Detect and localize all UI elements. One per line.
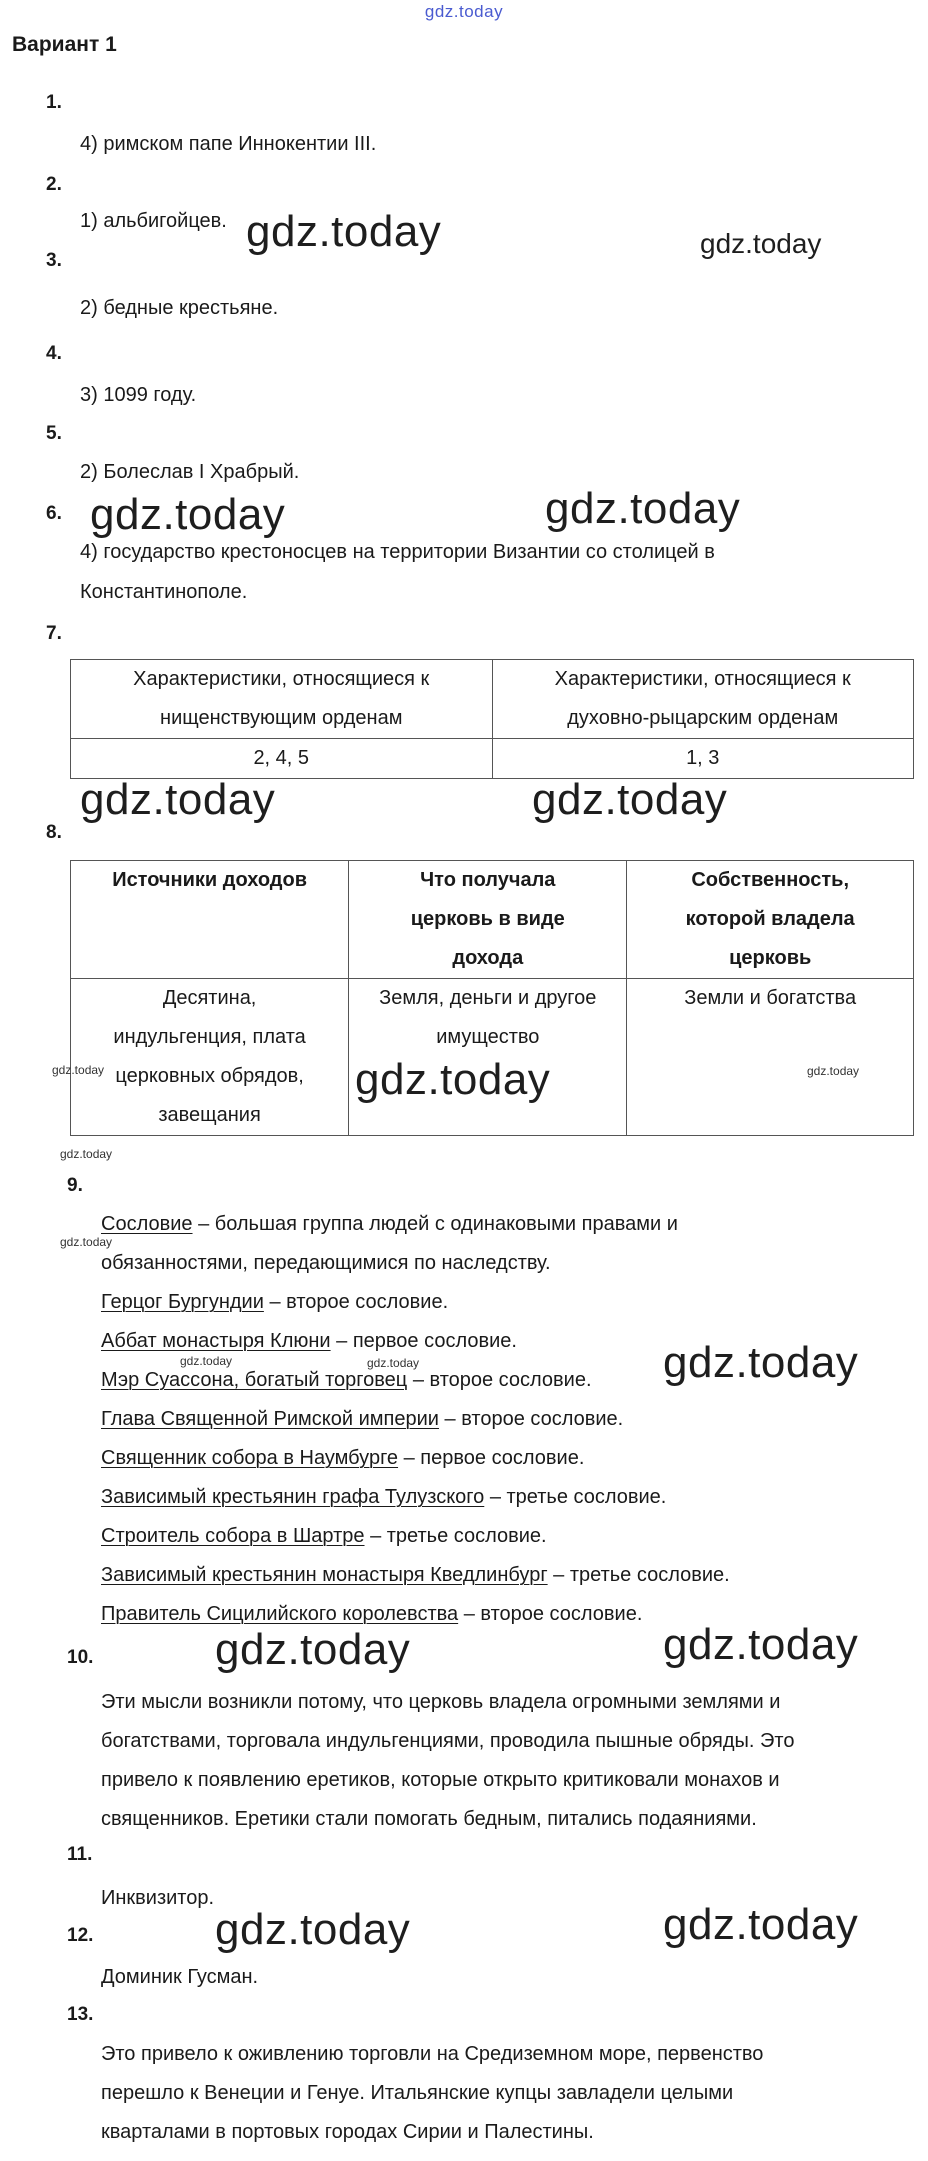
answer-13-line: Это привело к оживлению торговли на Средиземном море, первенство <box>101 2043 764 2065</box>
question-number-5: 5. <box>46 423 62 444</box>
income-header-received: Что получала церковь в виде дохода <box>349 861 627 979</box>
watermark: gdz.today <box>215 1905 411 1954</box>
watermark: gdz.today <box>532 775 728 824</box>
question-number-3: 3. <box>46 250 62 271</box>
estates-row: обязанностями, передающимися по наследству. <box>101 1252 551 1274</box>
question-number-8: 8. <box>46 822 62 843</box>
question-number-12: 12. <box>67 1925 94 1946</box>
question-number-13: 13. <box>67 2004 94 2025</box>
watermark: gdz.today <box>246 207 442 256</box>
answer-10-line: привело к появлению еретиков, которые открыто критиковали монахов и <box>101 1769 780 1791</box>
page-title: Вариант 1 <box>12 33 117 56</box>
watermark: gdz.today <box>80 775 276 824</box>
question-number-1: 1. <box>46 92 62 113</box>
question-number-4: 4. <box>46 343 62 364</box>
estates-row: Мэр Суассона, богатый торговец – второе сословие. <box>101 1369 592 1391</box>
estates-row: Зависимый крестьянин графа Тулузского – третье сословие. <box>101 1486 667 1508</box>
watermark: gdz.today <box>52 1063 105 1077</box>
estates-list <box>101 1205 901 1634</box>
question-number-7: 7. <box>46 623 62 644</box>
answer-5: 2) Болеслав I Храбрый. <box>80 461 300 483</box>
watermark: gdz.today <box>367 1356 420 1370</box>
estates-row: Сословие – большая группа людей с одинаковыми правами и <box>101 1213 678 1235</box>
answer-13 <box>101 2035 921 2152</box>
question-number-11: 11. <box>67 1844 93 1865</box>
income-cell-received: Земля, деньги и другое имущество <box>349 979 627 1136</box>
watermark: gdz.today <box>663 1900 859 1949</box>
watermark: gdz.today <box>663 1620 859 1669</box>
answer-11: Инквизитор. <box>101 1887 215 1909</box>
watermark: gdz.today <box>90 490 286 539</box>
watermark: gdz.today <box>215 1625 411 1674</box>
watermark: gdz.today <box>807 1064 860 1078</box>
income-cell-property: Земли и богатства <box>627 979 914 1136</box>
estates-row: Строитель собора в Шартре – третье сословие. <box>101 1525 547 1547</box>
estates-row: Священник собора в Наумбурге – первое сословие. <box>101 1447 585 1469</box>
question-number-10: 10. <box>67 1647 94 1668</box>
header-watermark[interactable]: gdz.today <box>424 2 504 21</box>
answer-4: 3) 1099 году. <box>80 384 197 406</box>
answer-3: 2) бедные крестьяне. <box>80 297 279 319</box>
question-number-2: 2. <box>46 174 62 195</box>
answer-10-line: богатствами, торговала индульгенциями, проводила пышные обряды. Это <box>101 1730 795 1752</box>
watermark: gdz.today <box>545 484 741 533</box>
watermark: gdz.today <box>60 1147 113 1161</box>
estates-row: Зависимый крестьянин монастыря Кведлинбург – третье сословие. <box>101 1564 730 1586</box>
answer-10 <box>101 1683 921 1839</box>
answer-1: 4) римском папе Иннокентии III. <box>80 133 377 155</box>
watermark: gdz.today <box>663 1338 859 1387</box>
watermark: gdz.today <box>700 228 822 259</box>
income-header-property: Собственность, которой владела церковь <box>627 861 914 979</box>
estates-row: Правитель Сицилийского королевства – второе сословие. <box>101 1603 643 1625</box>
answer-2: 1) альбигойцев. <box>80 210 227 232</box>
orders-header-mendicant: Характеристики, относящиеся к нищенствующим орденам <box>71 660 493 739</box>
orders-value-mendicant: 2, 4, 5 <box>71 739 493 779</box>
orders-table <box>70 659 914 779</box>
question-number-6: 6. <box>46 503 62 524</box>
orders-header-knightly: Характеристики, относящиеся к духовно-рыцарским орденам <box>492 660 914 739</box>
income-cell-sources: Десятина, индульгенция, плата церковных обрядов, завещания <box>71 979 349 1136</box>
estates-row: Герцог Бургундии – второе сословие. <box>101 1291 449 1313</box>
answer-10-line: Эти мысли возникли потому, что церковь владела огромными землями и <box>101 1691 781 1713</box>
answer-13-line: перешло к Венеции и Генуе. Итальянские купцы завладели целыми <box>101 2082 734 2104</box>
watermark: gdz.today <box>355 1055 551 1104</box>
watermark: gdz.today <box>180 1354 233 1368</box>
income-header-sources: Источники доходов <box>71 861 349 979</box>
answer-6-line-2: Константинополе. <box>80 581 248 603</box>
estates-row: Аббат монастыря Клюни – первое сословие. <box>101 1330 517 1352</box>
answer-13-line: кварталами в портовых городах Сирии и Палестины. <box>101 2121 594 2143</box>
watermark: gdz.today <box>60 1235 113 1249</box>
estates-row: Глава Священной Римской империи – второе сословие. <box>101 1408 624 1430</box>
answer-12: Доминик Гусман. <box>101 1966 259 1988</box>
answer-6-line-1: 4) государство крестоносцев на территории Византии со столицей в <box>80 541 715 563</box>
orders-value-knightly: 1, 3 <box>492 739 914 779</box>
answer-10-line: священников. Еретики стали помогать бедным, питались подаяниями. <box>101 1808 757 1830</box>
question-number-9: 9. <box>67 1175 83 1196</box>
